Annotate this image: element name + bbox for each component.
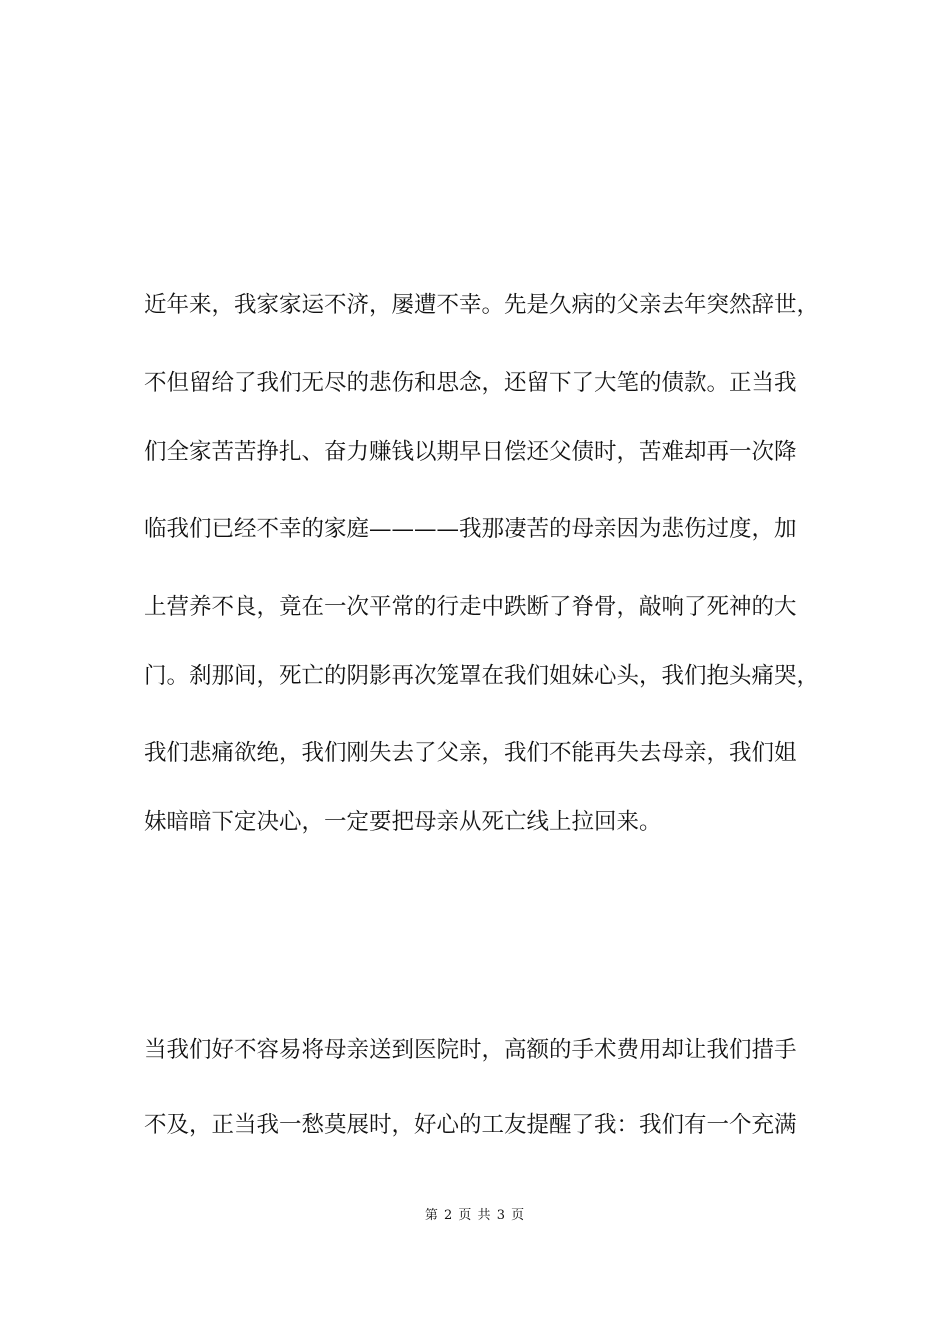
text-line: 不及，正当我一愁莫展时，好心的工友提醒了我：我们有一个充满 bbox=[144, 1112, 797, 1138]
text-line: 近年来，我家家运不济，屡遭不幸。先是久病的父亲去年突然辞世， bbox=[144, 292, 820, 318]
text-line: 我们悲痛欲绝，我们刚失去了父亲，我们不能再失去母亲，我们姐 bbox=[144, 740, 797, 766]
text-line: 门。刹那间，死亡的阴影再次笼罩在我们姐妹心头，我们抱头痛哭， bbox=[144, 663, 820, 689]
text-line: 们全家苦苦挣扎、奋力赚钱以期早日偿还父债时，苦难却再一次降 bbox=[144, 439, 797, 465]
text-line: 当我们好不容易将母亲送到医院时，高额的手术费用却让我们措手 bbox=[144, 1037, 797, 1063]
text-line: 上营养不良，竟在一次平常的行走中跌断了脊骨，敲响了死神的大 bbox=[144, 594, 797, 620]
text-line: 临我们已经不幸的家庭————我那凄苦的母亲因为悲伤过度，加 bbox=[144, 516, 797, 542]
text-line: 不但留给了我们无尽的悲伤和思念，还留下了大笔的债款。正当我 bbox=[144, 370, 797, 396]
text-line: 妹暗暗下定决心，一定要把母亲从死亡线上拉回来。 bbox=[144, 809, 662, 835]
page-number-footer: 第 2 页 共 3 页 bbox=[424, 1208, 526, 1223]
